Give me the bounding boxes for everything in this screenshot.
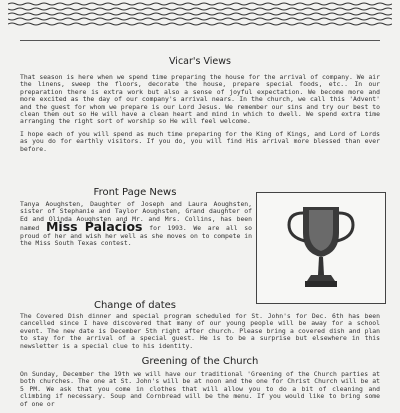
wave-line [8, 23, 392, 25]
front-page-news-body [20, 201, 252, 247]
greening-body [20, 371, 380, 413]
front-page-news-text-after: for 1993. We are all so proud of her and wish her well as she moves on to compete in the Miss South Texas contest. [20, 224, 252, 248]
change-of-dates-body [20, 313, 380, 355]
vicars-views-heading: Vicar's Views [169, 56, 231, 67]
greening-heading: Greening of the Church [141, 356, 259, 367]
wave-line [8, 13, 392, 15]
wave-border-decoration [8, 0, 392, 34]
trophy-icon [257, 193, 385, 303]
miss-palacios-title: Miss Palacios [45, 219, 143, 235]
change-of-dates-heading: Change of dates [93, 300, 177, 311]
vicars-views-paragraph-2: I hope each of you will spend as much time preparing for the King of Kings, and Lord of Lords as you do for earthly visitors. If you do, you will find His arrival more blessed than ever before. [20, 129, 380, 153]
wave-line [8, 3, 392, 5]
greening-paragraph: On Sunday, December the 19th we will have our traditional 'Greening of the Church parties at both churches. The one at St. John's will be at noon and the one for Christ Church will be at 5 PM. We ask that you come in clothes that will allow you to do a bit of cleaning and climbing if necessary. Soup and Cornbread will be the menu. If you would like to bring some of one or [20, 370, 380, 408]
vicars-views-body [20, 74, 380, 158]
wave-line [8, 8, 392, 10]
front-page-news-text-before: Tanya Aoughsten, Daughter of Joseph and Laura Aoughsten, sister of Stephanie and Taylor Aoughsten, Grand daughter of Ed and Olinda Aoughsten and Mr. and Mrs. Collins, has been named [20, 200, 252, 233]
wave-line [8, 18, 392, 20]
front-page-news-heading: Front Page News [93, 187, 177, 198]
top-rule [20, 40, 380, 41]
change-of-dates-paragraph: The Covered Dish dinner and special program scheduled for St. John's for Dec. 6th has been cancelled since I have discovered that many of our young people will be away for a school event. The new date is December 5th right after church. Please bring a covered dish and plan to stay for the arrival of a special guest. He is to be a surprise but elsewhere in this newsletter is a special clue to his identity. [20, 312, 380, 350]
vicars-views-paragraph-1: That season is here when we spend time preparing the house for the arrival of company. We air the linens, sweep the floors, decorate the house, prepare special foods, etc.. In our preparation there is extra work but also a sense of joyful expectation. We become more and more excited as the day of our company's arrival nears. In the church, we call this 'Advent' and the guest for whom we prepare is our Lord Jesus. We remember our sins and try our best to clean them out so He will have a clean heart and mind in which to dwell. We spend extra time arranging the right sort of worship so He will feel welcome. [20, 73, 380, 126]
trophy-illustration-frame [256, 192, 386, 304]
